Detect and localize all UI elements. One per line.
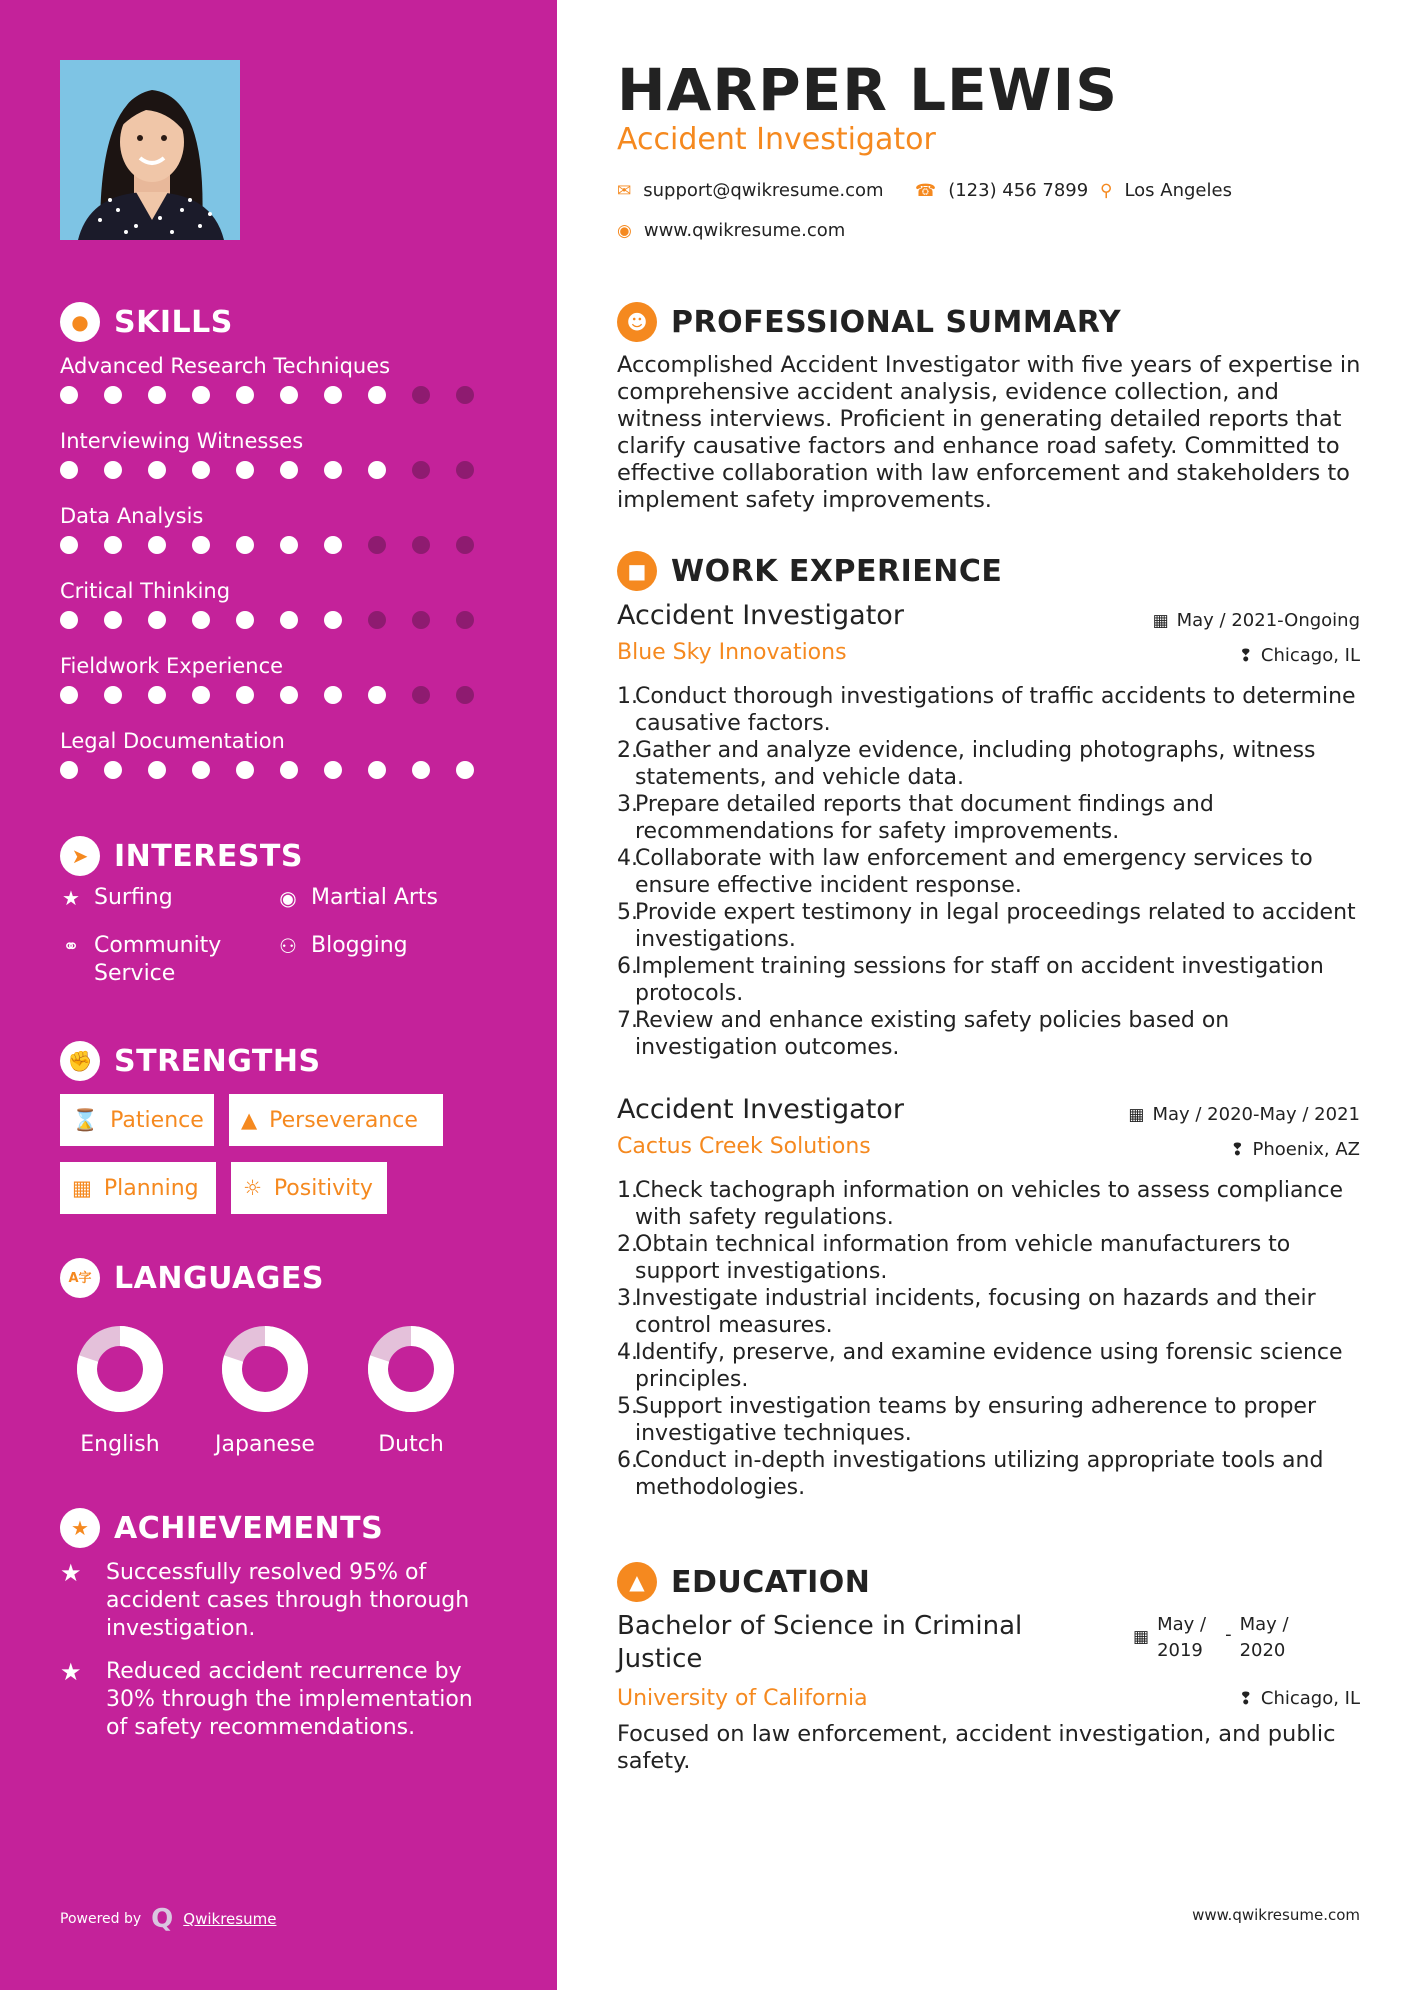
star-icon: ★ [60, 1658, 82, 1686]
rating-dot [280, 461, 324, 479]
skill-name: Fieldwork Experience [60, 654, 284, 678]
rating-dot [104, 686, 148, 704]
rating-dot [236, 761, 280, 779]
strength-label: Patience [110, 1107, 204, 1133]
skill-rating [60, 386, 500, 404]
education-school: University of California [617, 1686, 868, 1711]
rating-dot [368, 686, 412, 704]
skill-rating [60, 536, 500, 554]
job-location [1230, 1139, 1360, 1160]
rating-dot [456, 461, 500, 479]
skill-name: Critical Thinking [60, 579, 231, 603]
profile-photo [60, 60, 240, 240]
rating-dot [236, 461, 280, 479]
sun-icon: ☼ [243, 1176, 262, 1200]
language-item [55, 1326, 185, 1457]
rating-dot [148, 536, 192, 554]
hourglass-icon: ⌛ [72, 1107, 99, 1132]
achievements-title: ACHIEVEMENTS [114, 1510, 384, 1546]
rating-dot [280, 686, 324, 704]
skill-rating [60, 761, 500, 779]
interest-label: Blogging [311, 933, 408, 958]
skill-name: Data Analysis [60, 504, 204, 528]
interests-heading [60, 836, 303, 876]
job-company: Blue Sky Innovations [617, 640, 847, 665]
rating-dot [148, 761, 192, 779]
user-icon: ☻ [617, 302, 657, 342]
skill-item [60, 500, 500, 554]
skill-name: Advanced Research Techniques [60, 354, 391, 378]
rating-dot [148, 686, 192, 704]
rating-dot [412, 461, 456, 479]
skill-item [60, 425, 500, 479]
skill-name: Interviewing Witnesses [60, 429, 304, 453]
rating-dot [60, 461, 104, 479]
strengths-title: STRENGTHS [114, 1043, 321, 1079]
interest-label: Surfing [94, 885, 173, 910]
achievements-heading [60, 1508, 383, 1548]
strength-label: Positivity [273, 1175, 373, 1201]
education-degree: Bachelor of Science in Criminal Justice [617, 1611, 1023, 1674]
rating-dot [192, 761, 236, 779]
rating-dot [192, 611, 236, 629]
rating-dot [324, 536, 368, 554]
job-duties [617, 1177, 1377, 1501]
rating-dot [324, 611, 368, 629]
rating-dot [280, 611, 324, 629]
contact-location [1100, 180, 1232, 201]
contact-phone [915, 180, 1088, 201]
education-description: Focused on law enforcement, accident investigation, and public safety. [617, 1721, 1336, 1774]
main-content [557, 0, 1407, 1990]
skill-rating [60, 611, 500, 629]
strength-badge [229, 1094, 443, 1146]
duty-item: Conduct thorough investigations of traffic accidents to determine causative factors. [635, 684, 1356, 736]
road-icon: ▲ [241, 1108, 258, 1132]
rating-dot [104, 761, 148, 779]
rating-dot [412, 611, 456, 629]
sidebar [0, 0, 557, 1990]
rating-dot [324, 761, 368, 779]
handshake-icon: ⚭ [62, 934, 80, 958]
date-separator: - [1225, 1624, 1232, 1645]
language-label: Japanese [215, 1432, 315, 1457]
experience-title: WORK EXPERIENCE [671, 553, 1003, 589]
skill-item [60, 725, 500, 779]
interest-item [277, 932, 408, 960]
rating-dot [368, 536, 412, 554]
rating-dot [60, 686, 104, 704]
translate-icon: A字 [60, 1258, 100, 1298]
rating-dot [456, 611, 500, 629]
calendar-icon: ▦ [72, 1176, 92, 1200]
star-icon: ★ [60, 1559, 82, 1587]
rating-dot [412, 686, 456, 704]
skill-name: Legal Documentation [60, 729, 285, 753]
summary-heading [617, 302, 1121, 342]
language-ring [222, 1326, 308, 1412]
skill-item [60, 575, 500, 629]
rating-dot [192, 386, 236, 404]
language-ring [77, 1326, 163, 1412]
rating-dot [412, 536, 456, 554]
skills-heading [60, 302, 233, 342]
trophy-star-icon: ★ [60, 1508, 100, 1548]
fist-icon: ✊ [60, 1041, 100, 1081]
skills-title: SKILLS [114, 304, 233, 340]
contact-website [617, 220, 845, 241]
email-text[interactable]: support@qwikresume.com [643, 180, 884, 201]
language-label: Dutch [378, 1432, 444, 1457]
duty-item: Collaborate with law enforcement and emergency services to ensure effective incident response. [635, 846, 1313, 898]
phone-text: (123) 456 7899 [948, 180, 1089, 201]
education-location-text: Chicago, IL [1260, 1688, 1360, 1709]
duty-item: Prepare detailed reports that document findings and recommendations for safety improvements. [635, 792, 1214, 844]
paper-plane-icon: ➤ [60, 836, 100, 876]
graduation-cap-icon: ▲ [617, 1562, 657, 1602]
phone-icon: ☎ [915, 180, 937, 201]
job-duties [617, 683, 1377, 1061]
rating-dot [192, 536, 236, 554]
location-text: Los Angeles [1124, 180, 1232, 201]
education-title: EDUCATION [671, 1564, 871, 1600]
calendar-icon: ▦ [1128, 1104, 1145, 1125]
rating-dot [236, 686, 280, 704]
strength-label: Planning [103, 1175, 199, 1201]
users-icon: ⚇ [279, 934, 297, 958]
candidate-role: Accident Investigator [617, 122, 936, 157]
strengths-heading [60, 1041, 321, 1081]
duty-item: Identify, preserve, and examine evidence using forensic science principles. [635, 1340, 1343, 1392]
briefcase-icon: ■ [617, 551, 657, 591]
language-item [346, 1326, 476, 1457]
rating-dot [412, 386, 456, 404]
rating-dot [456, 536, 500, 554]
rating-dot [368, 611, 412, 629]
globe-icon: ◉ [279, 886, 297, 910]
rating-dot [104, 386, 148, 404]
rating-dot [236, 536, 280, 554]
duty-item: Investigate industrial incidents, focusing on hazards and their control measures. [635, 1286, 1316, 1338]
job-company: Cactus Creek Solutions [617, 1134, 871, 1159]
rating-dot [456, 386, 500, 404]
achievement-item [60, 1658, 500, 1742]
footer-url[interactable]: www.qwikresume.com [1192, 1906, 1360, 1924]
pushpin-icon: ❢ [1238, 645, 1253, 666]
interests-title: INTERESTS [114, 838, 303, 874]
rating-dot [412, 761, 456, 779]
rating-dot [324, 461, 368, 479]
job-location-text: Phoenix, AZ [1252, 1139, 1360, 1160]
rating-dot [60, 611, 104, 629]
achievement-text: Reduced accident recurrence by 30% through the implementation of safety recommendations. [106, 1659, 473, 1740]
interest-item [277, 884, 438, 912]
duty-item: Implement training sessions for staff on accident investigation protocols. [635, 954, 1324, 1006]
pushpin-icon: ❢ [1238, 1688, 1253, 1709]
rating-dot [104, 461, 148, 479]
rating-dot [60, 761, 104, 779]
skill-rating [60, 686, 500, 704]
rating-dot [368, 461, 412, 479]
calendar-icon: ▦ [1152, 610, 1169, 631]
rating-dot [148, 386, 192, 404]
rating-dot [324, 386, 368, 404]
rating-dot [280, 386, 324, 404]
language-ring [368, 1326, 454, 1412]
rating-dot [192, 686, 236, 704]
rating-dot [324, 686, 368, 704]
job-title: Accident Investigator [617, 1094, 904, 1125]
powered-by [60, 1904, 276, 1934]
skill-rating [60, 461, 500, 479]
rating-dot [60, 386, 104, 404]
experience-heading [617, 551, 1002, 591]
rating-dot [148, 611, 192, 629]
education-location [1239, 1688, 1360, 1709]
strength-badge [60, 1162, 216, 1214]
education-end: May / 2020 [1239, 1614, 1289, 1661]
pushpin-icon: ❢ [1230, 1139, 1245, 1160]
duty-item: Conduct in-depth investigations utilizing appropriate tools and methodologies. [635, 1448, 1324, 1500]
languages-title: LANGUAGES [114, 1260, 324, 1296]
education-start: May / 2019 [1157, 1614, 1207, 1661]
rating-dot [280, 761, 324, 779]
language-item [200, 1326, 330, 1457]
education-dates [1133, 1612, 1296, 1664]
strength-label: Perseverance [269, 1107, 418, 1133]
duty-item: Provide expert testimony in legal proceedings related to accident investigations. [635, 900, 1356, 952]
rating-dot [104, 611, 148, 629]
lightbulb-icon: ● [60, 302, 100, 342]
map-pin-icon: ⚲ [1100, 180, 1113, 201]
strength-badge [60, 1094, 214, 1146]
job-location [1239, 645, 1360, 666]
rating-dot [104, 536, 148, 554]
powered-by-text: Powered by [60, 1911, 142, 1927]
candidate-name: HARPER LEWIS [617, 56, 1118, 124]
globe-icon: ◉ [617, 220, 632, 241]
rating-dot [280, 536, 324, 554]
skill-item [60, 350, 500, 404]
job-dates [1153, 610, 1360, 631]
summary-title: PROFESSIONAL SUMMARY [671, 304, 1122, 340]
languages-heading [60, 1258, 324, 1298]
envelope-icon: ✉ [617, 180, 632, 201]
rating-dot [236, 611, 280, 629]
duty-item: Support investigation teams by ensuring adherence to proper investigative techniques. [635, 1394, 1317, 1446]
rating-dot [456, 686, 500, 704]
language-label: English [80, 1432, 160, 1457]
achievement-item [60, 1559, 500, 1643]
contact-email [617, 180, 884, 201]
duty-item: Review and enhance existing safety policies based on investigation outcomes. [635, 1008, 1230, 1060]
rating-dot [192, 461, 236, 479]
interest-label: Martial Arts [311, 885, 439, 910]
rating-dot [368, 761, 412, 779]
duty-item: Gather and analyze evidence, including photographs, witness statements, and vehicle data. [635, 738, 1316, 790]
achievement-text: Successfully resolved 95% of accident cases through thorough investigation. [106, 1560, 470, 1641]
interest-label: Community Service [94, 933, 222, 986]
interest-item [60, 884, 173, 912]
job-location-text: Chicago, IL [1260, 645, 1360, 666]
skill-item [60, 650, 500, 704]
interest-item [60, 932, 234, 988]
strength-badge [231, 1162, 387, 1214]
rating-dot [236, 386, 280, 404]
education-heading [617, 1562, 870, 1602]
rating-dot [60, 536, 104, 554]
rating-dot [368, 386, 412, 404]
star-icon: ★ [62, 886, 80, 910]
website-text[interactable]: www.qwikresume.com [643, 220, 846, 241]
job-dates-text: May / 2020-May / 2021 [1152, 1104, 1360, 1125]
job-title: Accident Investigator [617, 600, 904, 631]
job-dates-text: May / 2021-Ongoing [1176, 610, 1360, 631]
summary-text: Accomplished Accident Investigator with five years of expertise in comprehensive accident analysis, evidence collection, and witness interviews. Proficient in generating detailed reports that clarify causative factors and enhance road safety. Committed to effective collaboration with law enforcement and stakeholders to implement safety improvements. [617, 352, 1361, 513]
calendar-icon: ▦ [1133, 1627, 1150, 1647]
duty-item: Check tachograph information on vehicles to assess compliance with safety regulations. [635, 1178, 1344, 1230]
rating-dot [148, 461, 192, 479]
rating-dot [456, 761, 500, 779]
qwikresume-logo-icon: Q [151, 1904, 174, 1934]
qwikresume-link[interactable]: Qwikresume [183, 1910, 277, 1928]
job-dates [1128, 1104, 1360, 1125]
duty-item: Obtain technical information from vehicle manufacturers to support investigations. [635, 1232, 1291, 1284]
